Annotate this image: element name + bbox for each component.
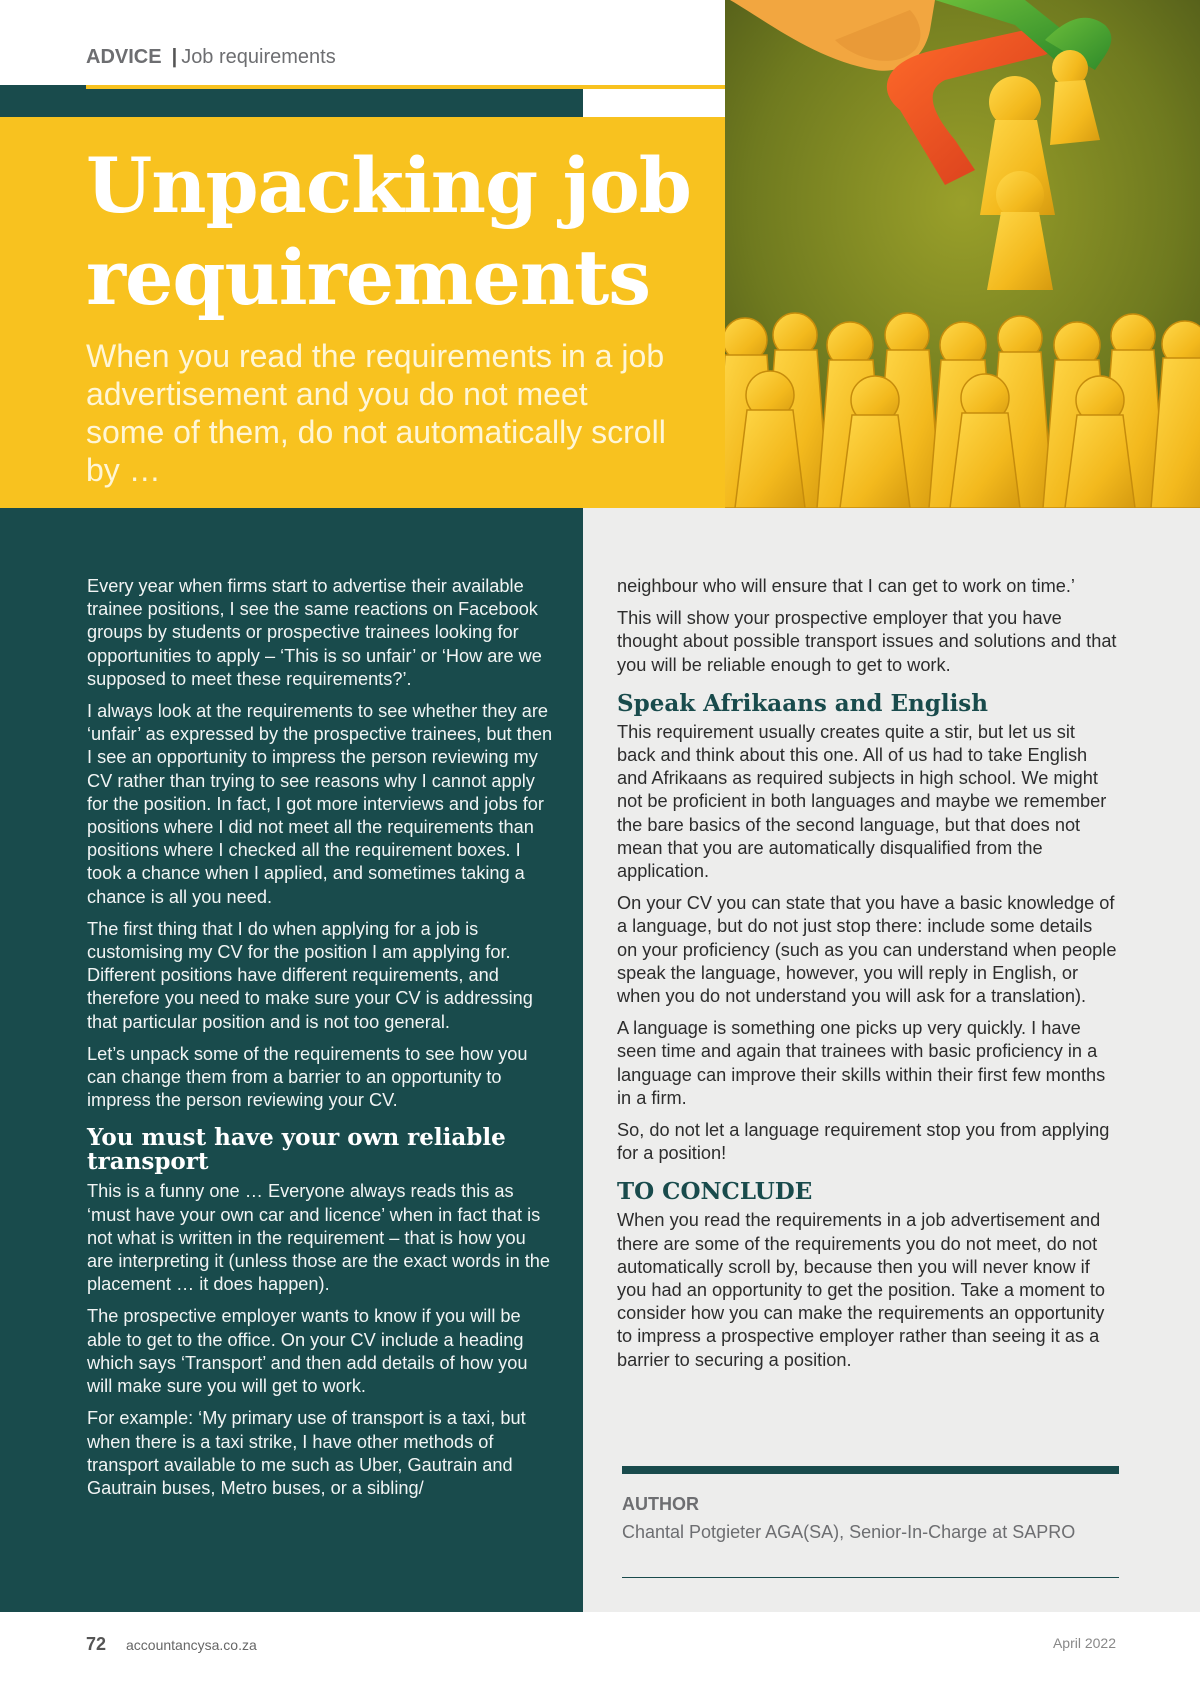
paragraph: I always look at the requirements to see whether they are ‘unfair’ as expressed by the prospective trainees, but then I see an opportunity to impress the person reviewing my CV rather than trying to see reasons why I cannot apply for the position. In fact, I got more interviews and jobs for positions where I did not meet all the requirements than positions where I checked all the requirement boxes. I took a chance when I applied, and sometimes taking a chance is all you need. bbox=[87, 701, 553, 907]
paragraph: This is a funny one … Everyone always reads this as ‘must have your own car and licence’ when in fact that is not what is written in the requirement – that is how you are interpreting it (unless those are the exact words in the placement … it does happen). bbox=[87, 1181, 551, 1295]
author-label: AUTHOR bbox=[622, 1494, 699, 1514]
site-url[interactable]: accountancysa.co.za bbox=[126, 1637, 257, 1653]
paragraph: A language is something one picks up very quickly. I have seen time and again that trainees with basic proficiency in a language can improve their skills within their first few months in a firm. bbox=[617, 1018, 1106, 1108]
author-rule-bottom bbox=[622, 1577, 1119, 1578]
heading-language: Speak Afrikaans and English bbox=[617, 689, 988, 717]
subsection-name: Job requirements bbox=[181, 46, 336, 68]
author-rule-top bbox=[622, 1466, 1119, 1474]
page-number: 72 bbox=[86, 1634, 107, 1654]
paragraph: For example: ‘My primary use of transport is a taxi, but when there is a taxi strike, I have other methods of transport available to me such as Uber, Gautrain and Gautrain buses, Metro buses, or a sibling/ bbox=[87, 1408, 526, 1498]
paragraph: When you read the requirements in a job advertisement and there are some of the requirements you do not meet, do not automatically scroll by, because then you will never know if you had an opportunity to get the position. Take a moment to consider how you can make the requirements an opportunity to impress a prospective employer rather than seeing it as a barrier to securing a position. bbox=[617, 1210, 1106, 1370]
paragraph: This will show your prospective employer that you have thought about possible transport issues and solutions and that you will be reliable enough to get to work. bbox=[617, 608, 1117, 675]
paragraph: neighbour who will ensure that I can get to work on time.’ bbox=[617, 576, 1075, 596]
title-line-2: requirements bbox=[86, 233, 650, 322]
right-column-text bbox=[617, 575, 1117, 1381]
paragraph: The first thing that I do when applying for a job is customising my CV for the position I am applying for. Different positions have different requirements, and therefore you need to make sure your CV is addressing that particular position and is not too general. bbox=[87, 918, 533, 1032]
title-line-1: Unpacking job bbox=[86, 141, 691, 230]
heading-conclude: TO CONCLUDE bbox=[617, 1178, 813, 1206]
paragraph: Let’s unpack some of the requirements to see how you can change them from a barrier to an opportunity to impress the person reviewing your CV. bbox=[87, 1043, 528, 1111]
left-column-text bbox=[87, 575, 557, 1509]
paragraph: So, do not let a language requirement stop you from applying for a position! bbox=[617, 1120, 1110, 1164]
section-label bbox=[86, 46, 336, 69]
heading-transport: You must have your own reliable transport bbox=[87, 1124, 506, 1176]
teal-header-band bbox=[0, 85, 583, 117]
paragraph: Every year when firms start to advertise their available trainee positions, I see the same reactions on Facebook groups by students or prospective trainees looking for opportunities to apply – ‘This is so unfair’ or ‘How are we supposed to meet these requirements?’. bbox=[87, 576, 542, 689]
magnet-attracting-wooden-figure-illustration bbox=[725, 0, 1200, 508]
paragraph: On your CV you can state that you have a basic knowledge of a language, but do not just stop there: include some details on your proficiency (such as you can understand when people speak the language, however, you will reply in English, or when you do not understand you will ask for a translation). bbox=[617, 893, 1117, 1007]
standfirst: When you read the requirements in a job advertisement and you do not meet some of them, do not automatically scroll by … bbox=[86, 338, 666, 488]
issue-date: April 2022 bbox=[1052, 1635, 1116, 1651]
footer bbox=[0, 1612, 1200, 1696]
paragraph: This requirement usually creates quite a stir, but let us sit back and think about this one. All of us had to take English and Afrikaans as required subjects in high school. We might not be proficient in both languages and maybe we remember the bare basics of the second language, but that does not mean that you are automatically disqualified from the application. bbox=[617, 721, 1107, 882]
section-name: ADVICE bbox=[86, 46, 162, 68]
paragraph: The prospective employer wants to know if you will be able to get to the office. On your CV include a heading which says ‘Transport’ and then add details of how you will make sure you will get to work. bbox=[87, 1306, 528, 1397]
header-strip bbox=[0, 0, 725, 85]
yellow-rule bbox=[86, 85, 725, 89]
section-separator: | bbox=[171, 46, 178, 68]
author-name: Chantal Potgieter AGA(SA), Senior-In-Charge at SAPRO bbox=[622, 1522, 1076, 1542]
hero-photo-svg bbox=[725, 0, 1200, 508]
article-title bbox=[86, 140, 716, 324]
